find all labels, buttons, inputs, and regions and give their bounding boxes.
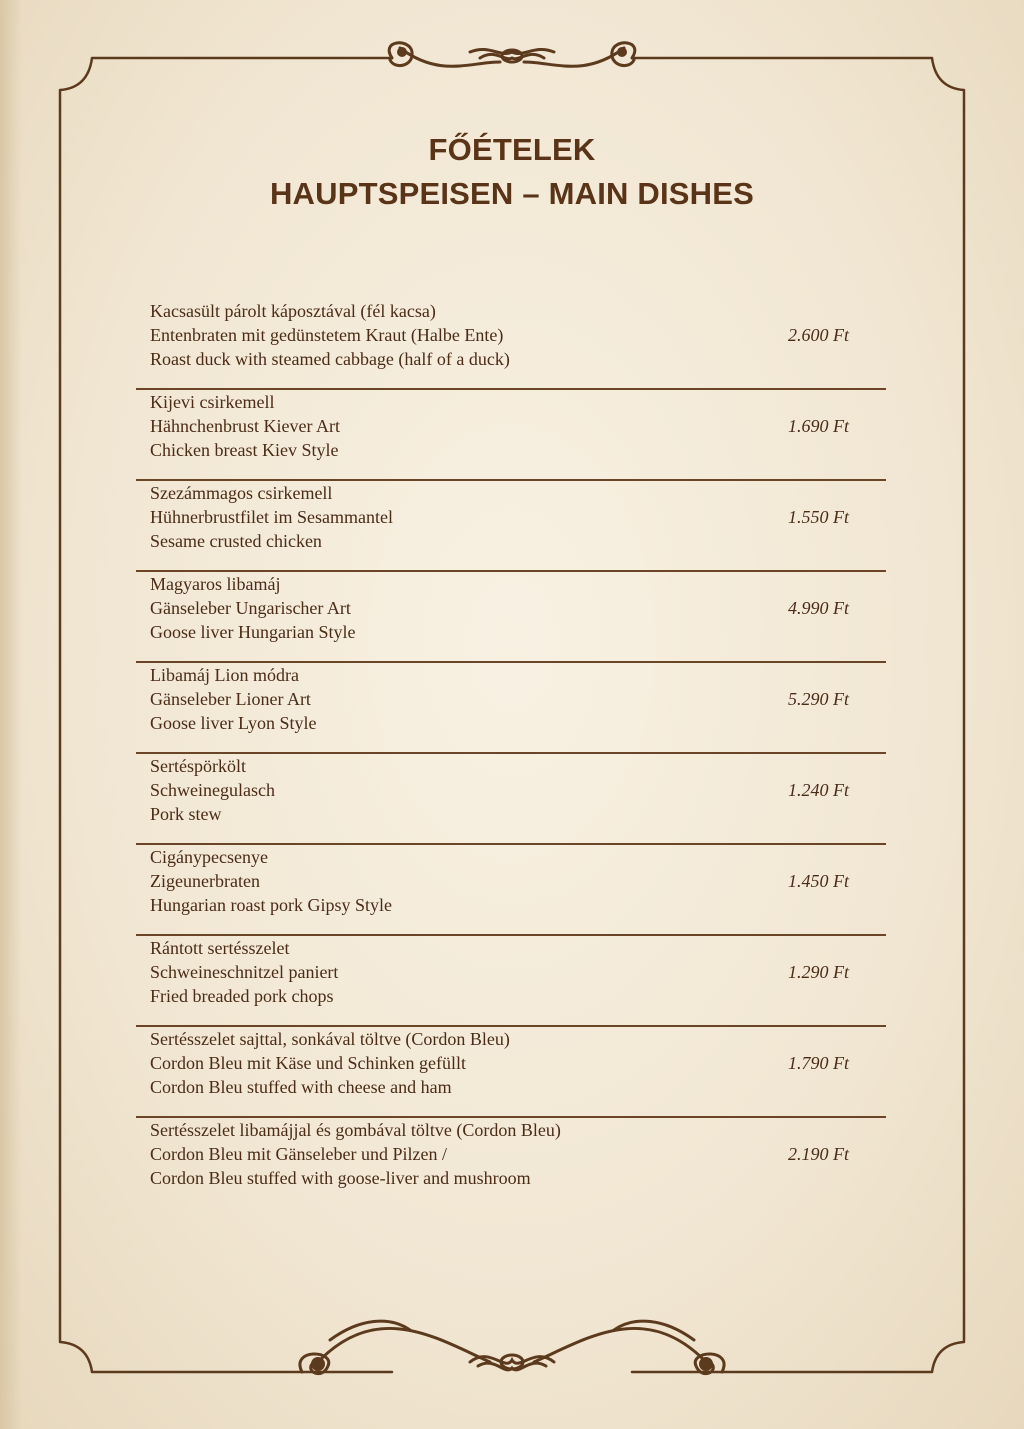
- dish-row: [136, 754, 886, 845]
- dish-name-de: Cordon Bleu mit Gänseleber und Pilzen /: [150, 1144, 447, 1164]
- dish-name-hu: Cigánypecsenye: [150, 847, 268, 867]
- dish-name-hu: Rántott sertésszelet: [150, 938, 290, 958]
- dish-price: 1.550 Ft: [788, 507, 849, 527]
- dish-name-en: Sesame crusted chicken: [150, 531, 322, 551]
- dish-names: [150, 481, 393, 553]
- dish-name-hu: Sertésszelet libamájjal és gombával töltve (Cordon Bleu): [150, 1120, 561, 1140]
- dish-row: [136, 845, 886, 936]
- top-ornament: [389, 43, 635, 66]
- dish-names: [150, 663, 316, 735]
- dish-name-hu: Magyaros libamáj: [150, 574, 281, 594]
- dish-name-de: Schweineschnitzel paniert: [150, 962, 339, 982]
- dish-row: [136, 481, 886, 572]
- dish-names: [150, 572, 355, 644]
- dish-names: [150, 1118, 561, 1190]
- dish-name-en: Cordon Bleu stuffed with goose-liver and mushroom: [150, 1168, 531, 1188]
- dish-name-en: Fried breaded pork chops: [150, 986, 334, 1006]
- dish-row: [136, 663, 886, 754]
- dish-price: 1.690 Ft: [788, 416, 849, 436]
- dish-names: [150, 299, 510, 371]
- dish-price: 1.790 Ft: [788, 1053, 849, 1073]
- dish-price: 1.450 Ft: [788, 871, 849, 891]
- dish-row: [136, 390, 886, 481]
- dish-names: [150, 936, 338, 1008]
- dish-row: [136, 1027, 886, 1118]
- dish-name-de: Cordon Bleu mit Käse und Schinken gefüllt: [150, 1053, 466, 1073]
- dish-name-en: Cordon Bleu stuffed with cheese and ham: [150, 1077, 452, 1097]
- dish-name-en: Hungarian roast pork Gipsy Style: [150, 895, 392, 915]
- dish-name-de: Gänseleber Ungarischer Art: [150, 598, 351, 618]
- dish-name-hu: Kacsasült párolt káposztával (fél kacsa): [150, 301, 436, 321]
- dish-price: 1.240 Ft: [788, 780, 849, 800]
- dish-price: 5.290 Ft: [788, 689, 849, 709]
- dish-name-hu: Szezámmagos csirkemell: [150, 483, 333, 503]
- dish-name-en: Goose liver Lyon Style: [150, 713, 317, 733]
- dish-name-de: Schweinegulasch: [150, 780, 275, 800]
- dish-names: [150, 845, 392, 917]
- dish-row: [136, 1118, 886, 1207]
- dish-name-hu: Sertéspörkölt: [150, 756, 246, 776]
- dish-names: [150, 754, 275, 826]
- dish-row: [136, 299, 886, 390]
- dish-name-de: Zigeunerbraten: [150, 871, 260, 891]
- dish-names: [150, 1027, 510, 1099]
- dish-name-en: Goose liver Hungarian Style: [150, 622, 356, 642]
- dish-name-de: Hühnerbrustfilet im Sesammantel: [150, 507, 393, 527]
- dish-row: [136, 936, 886, 1027]
- dish-name-en: Chicken breast Kiev Style: [150, 440, 339, 460]
- dish-list: [136, 299, 886, 1207]
- title-hungarian: FŐÉTELEK: [428, 132, 596, 167]
- dish-name-en: Pork stew: [150, 804, 222, 824]
- dish-name-hu: Kijevi csirkemell: [150, 392, 275, 412]
- dish-name-de: Entenbraten mit gedünstetem Kraut (Halbe Ente): [150, 325, 504, 345]
- dish-price: 1.290 Ft: [788, 962, 849, 982]
- bottom-ornament: [300, 1321, 724, 1374]
- title-german-english: HAUPTSPEISEN – MAIN DISHES: [269, 176, 755, 211]
- dish-name-de: Gänseleber Lioner Art: [150, 689, 311, 709]
- dish-price: 4.990 Ft: [788, 598, 849, 618]
- dish-name-de: Hähnchenbrust Kiever Art: [150, 416, 340, 436]
- dish-row: [136, 572, 886, 663]
- dish-price: 2.600 Ft: [788, 325, 849, 345]
- dish-name-en: Roast duck with steamed cabbage (half of a duck): [150, 349, 510, 369]
- dish-names: [150, 390, 340, 462]
- dish-price: 2.190 Ft: [788, 1144, 849, 1164]
- dish-name-hu: Libamáj Lion módra: [150, 665, 299, 685]
- dish-name-hu: Sertésszelet sajttal, sonkával töltve (Cordon Bleu): [150, 1029, 510, 1049]
- menu-title: [0, 128, 1024, 216]
